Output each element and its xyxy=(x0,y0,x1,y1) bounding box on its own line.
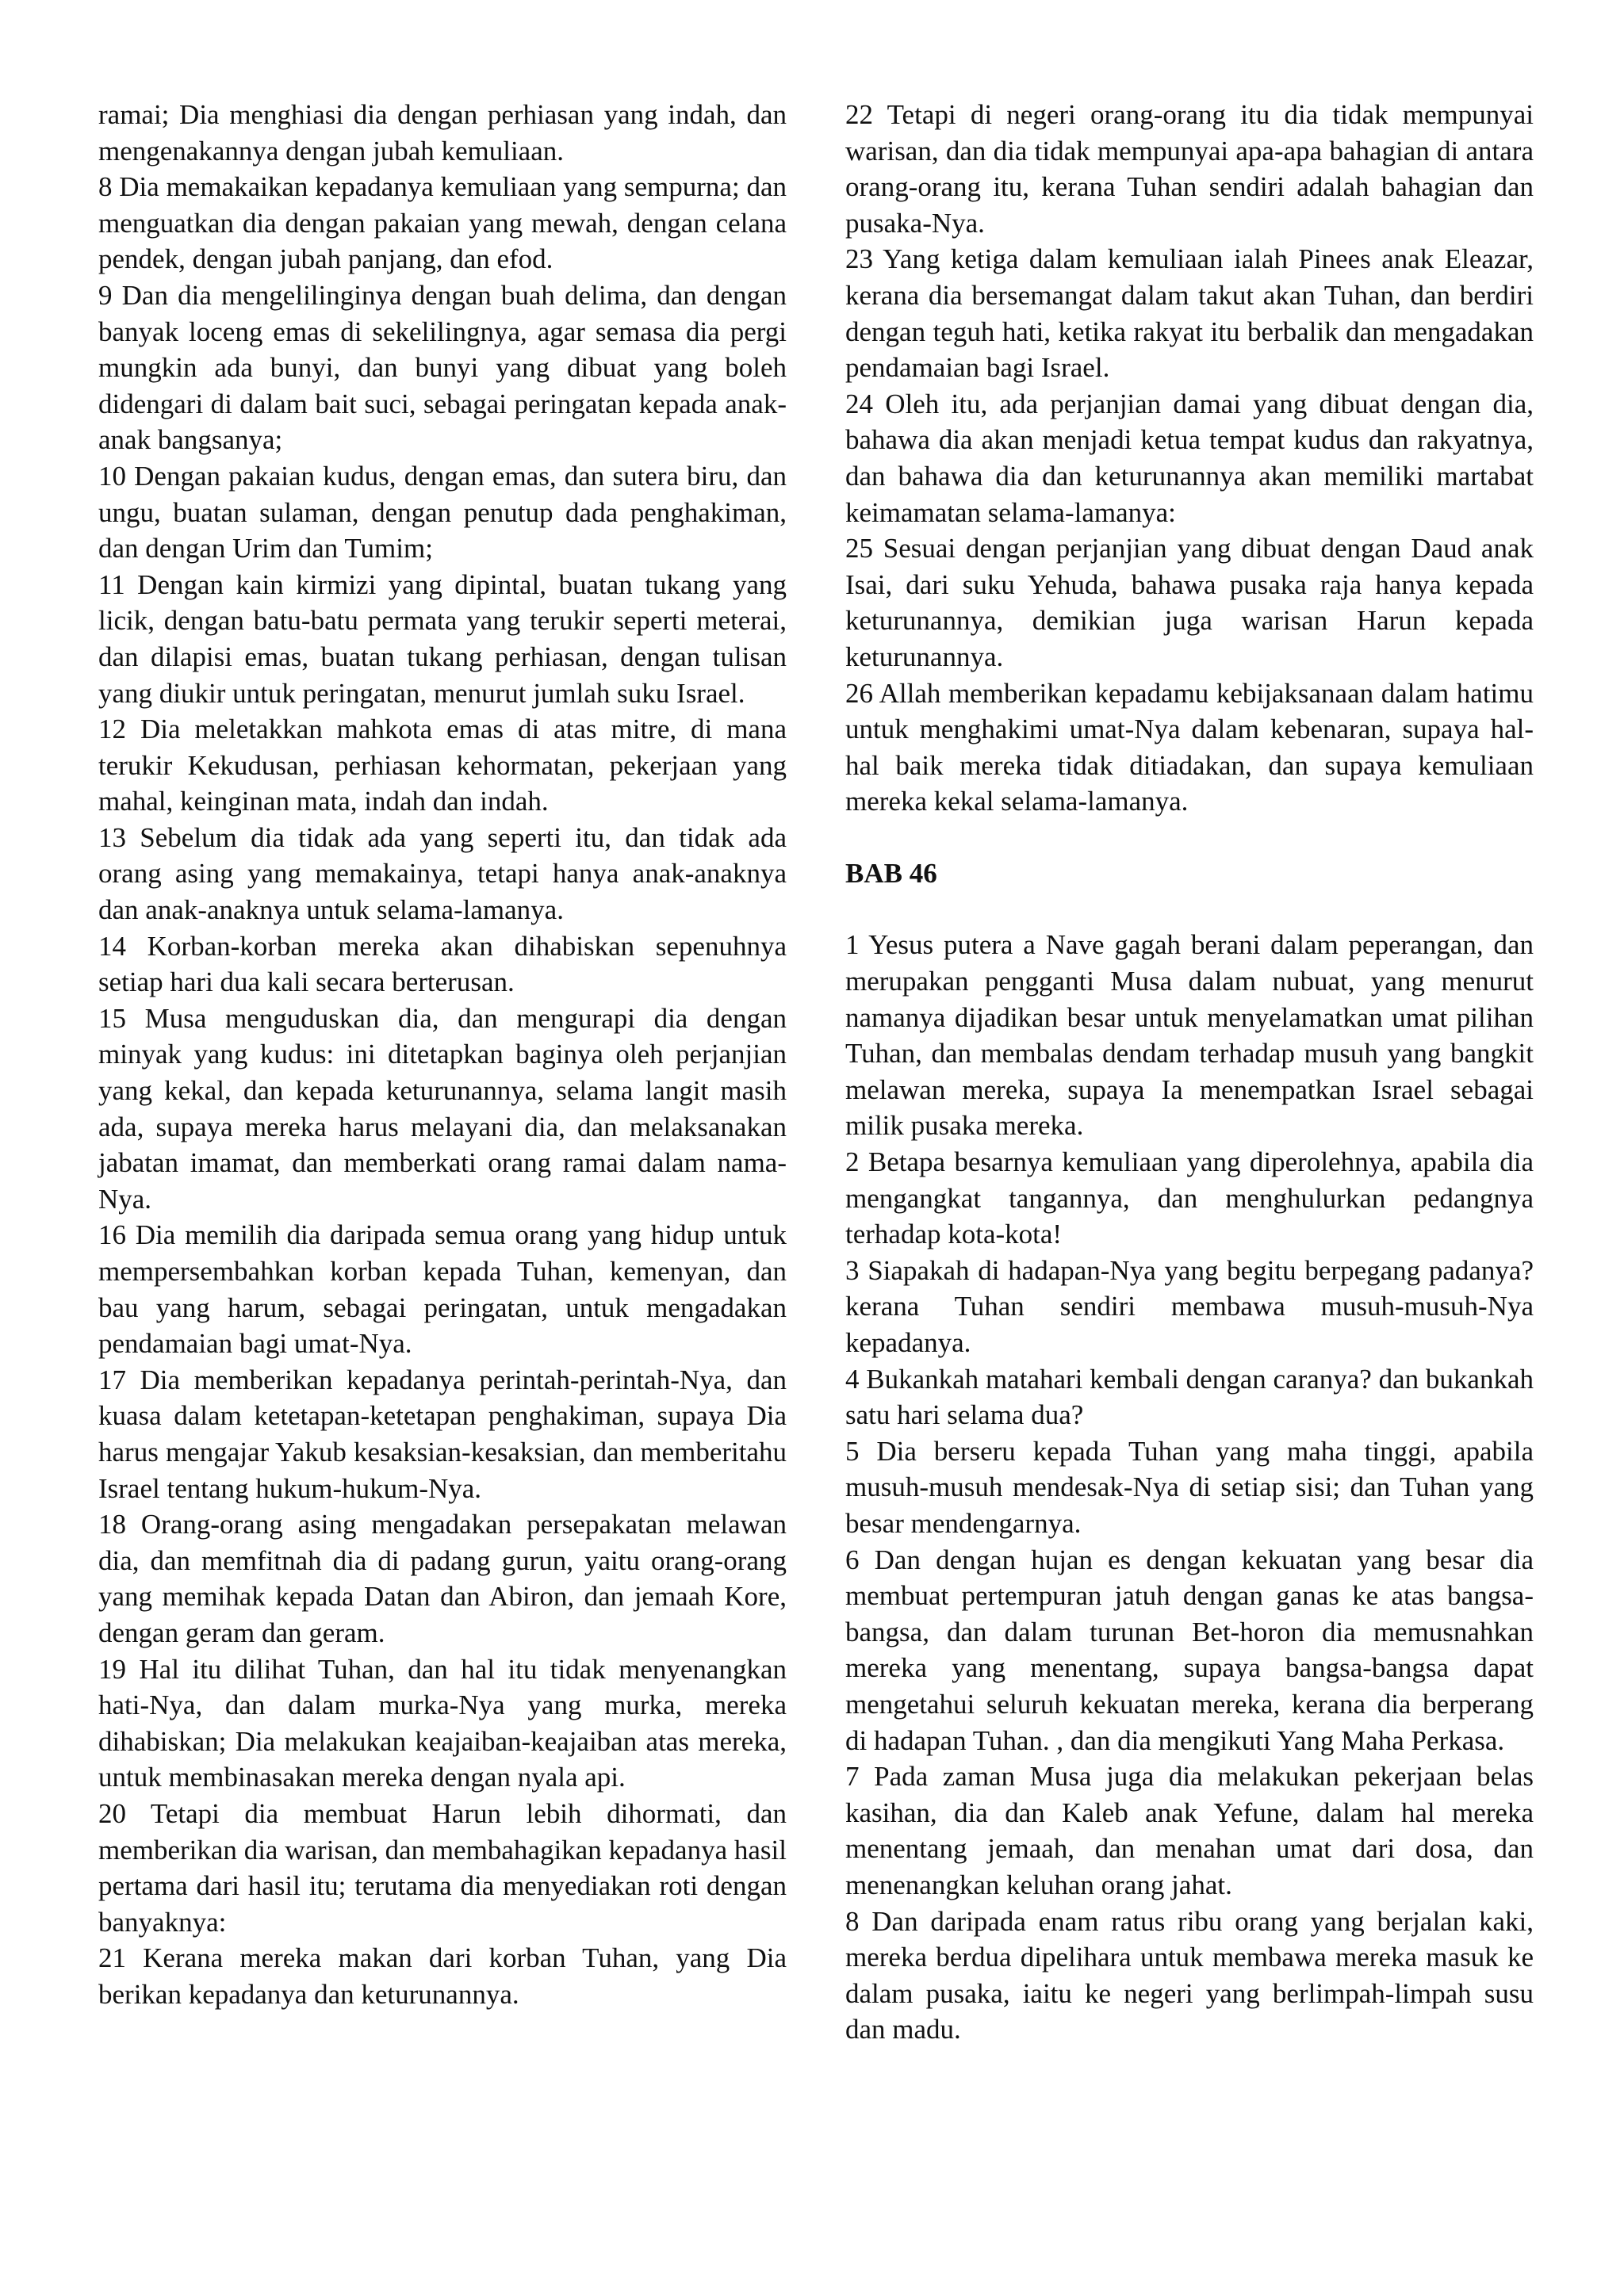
verse-paragraph: 7 Pada zaman Musa juga dia melakukan pekerjaan belas kasihan, dia dan Kaleb anak Yefune, dalam hal mereka menentang jemaah, dan menahan umat dari dosa, dan menenangkan keluhan orang jahat. xyxy=(845,1761,1534,1900)
verse-paragraph: 8 Dan daripada enam ratus ribu orang yang berjalan kaki, mereka berdua dipelihara untuk membawa mereka masuk ke dalam pusaka, iaitu ke negeri yang berlimpah-limpah susu dan madu. xyxy=(845,1905,1534,2045)
chapter-heading: BAB 46 xyxy=(845,857,937,889)
verse-paragraph: 2 Betapa besarnya kemuliaan yang diperolehnya, apabila dia mengangkat tangannya, dan menghulurkan pedangnya terhadap kota-kota! xyxy=(845,1146,1534,1250)
verse-paragraph: 5 Dia berseru kepada Tuhan yang maha tinggi, apabila musuh-musuh mendesak-Nya di setiap sisi; dan Tuhan yang besar mendengarnya. xyxy=(845,1435,1534,1539)
verse-paragraph: 26 Allah memberikan kepadamu kebijaksanaan dalam hatimu untuk menghakimi umat-Nya dalam kebenaran, supaya hal-hal baik mereka tidak ditiadakan, dan supaya kemuliaan mereka kekal selama-lamanya. xyxy=(845,677,1534,817)
verse-paragraph: 9 Dan dia mengelilinginya dengan buah delima, dan dengan banyak loceng emas di sekelilingnya, agar semasa dia pergi mungkin ada bunyi, dan bunyi yang dibuat yang boleh didengari di dalam bait suci, sebagai peringatan kepada anak-anak bangsanya; xyxy=(98,279,787,456)
verse-paragraph: 17 Dia memberikan kepadanya perintah-perintah-Nya, dan kuasa dalam ketetapan-ketetapan penghakiman, supaya Dia harus mengajar Yakub kesaksian-kesaksian, dan memberitahu Israel tentang hukum-hukum-Nya. xyxy=(98,1364,787,1504)
verse-paragraph: 24 Oleh itu, ada perjanjian damai yang dibuat dengan dia, bahawa dia akan menjadi ketua tempat kudus dan rakyatnya, dan bahawa dia dan keturunannya akan memiliki martabat keimamatan selama-lamanya: xyxy=(845,388,1534,528)
verse-paragraph: 11 Dengan kain kirmizi yang dipintal, buatan tukang yang licik, dengan batu-batu permata yang terukir seperti meterai, dan dilapisi emas, buatan tukang perhiasan, dengan tulisan yang diukir untuk peringatan, menurut jumlah suku Israel. xyxy=(98,568,787,709)
verse-paragraph: 4 Bukankah matahari kembali dengan caranya? dan bukankah satu hari selama dua? xyxy=(845,1363,1534,1431)
verse-paragraph: 6 Dan dengan hujan es dengan kekuatan yang besar dia membuat pertempuran jatuh dengan ganas ke atas bangsa-bangsa, dan dalam turunan Bet-horon dia memusnahkan mereka yang menentang, supaya bangsa-bangsa dapat mengetahui seluruh kekuatan mereka, kerana dia berperang di hadapan Tuhan. , dan dia mengikuti Yang Maha Perkasa. xyxy=(845,1544,1534,1756)
verse-paragraph: 8 Dia memakaikan kepadanya kemuliaan yang sempurna; dan menguatkan dia dengan pakaian yang mewah, dengan celana pendek, dengan jubah panjang, dan efod. xyxy=(98,171,787,275)
left-column xyxy=(98,97,787,2012)
verse-paragraph: 21 Kerana mereka makan dari korban Tuhan, yang Dia berikan kepadanya dan keturunannya. xyxy=(98,1942,787,2010)
verse-paragraph: 10 Dengan pakaian kudus, dengan emas, dan sutera biru, dan ungu, buatan sulaman, dengan penutup dada penghakiman, dan dengan Urim dan Tumim; xyxy=(98,460,787,564)
verse-paragraph: 1 Yesus putera a Nave gagah berani dalam peperangan, dan merupakan pengganti Musa dalam nubuat, yang menurut namanya dijadikan besar untuk menyelamatkan umat pilihan Tuhan, dan membalas dendam terhadap musuh yang bangkit melawan mereka, supaya Ia menempatkan Israel sebagai milik pusaka mereka. xyxy=(845,929,1534,1142)
verse-paragraph: 22 Tetapi di negeri orang-orang itu dia tidak mempunyai warisan, dan dia tidak mempunyai apa-apa bahagian di antara orang-orang itu, kerana Tuhan sendiri adalah bahagian dan pusaka-Nya. xyxy=(845,99,1534,239)
verse-paragraph: ramai; Dia menghiasi dia dengan perhiasan yang indah, dan mengenakannya dengan jubah kemuliaan. xyxy=(98,99,787,166)
right-column xyxy=(845,97,1534,2048)
verse-paragraph: 18 Orang-orang asing mengadakan persepakatan melawan dia, dan memfitnah dia di padang gurun, yaitu orang-orang yang memihak kepada Datan dan Abiron, dan jemaah Kore, dengan geram dan geram. xyxy=(98,1509,787,1648)
verse-paragraph: 23 Yang ketiga dalam kemuliaan ialah Pinees anak Eleazar, kerana dia bersemangat dalam takut akan Tuhan, dan berdiri dengan teguh hati, ketika rakyat itu berbalik dan mengadakan pendamaian bagi Israel. xyxy=(845,243,1534,384)
verse-paragraph: 12 Dia meletakkan mahkota emas di atas mitre, di mana terukir Kekudusan, perhiasan kehormatan, pekerjaan yang mahal, keinginan mata, indah dan indah. xyxy=(98,714,787,817)
verse-paragraph: 15 Musa menguduskan dia, dan mengurapi dia dengan minyak yang kudus: ini ditetapkan baginya oleh perjanjian yang kekal, dan kepada keturunannya, selama langit masih ada, supaya mereka harus melayani dia, dan melaksanakan jabatan imamat, dan memberkati orang ramai dalam nama-Nya. xyxy=(98,1002,787,1215)
verse-paragraph: 14 Korban-korban mereka akan dihabiskan sepenuhnya setiap hari dua kali secara berterusan. xyxy=(98,930,787,998)
verse-paragraph: 13 Sebelum dia tidak ada yang seperti itu, dan tidak ada orang asing yang memakainya, tetapi hanya anak-anaknya dan anak-anaknya untuk selama-lamanya. xyxy=(98,821,787,926)
verse-paragraph: 19 Hal itu dilihat Tuhan, dan hal itu tidak menyenangkan hati-Nya, dan dalam murka-Nya yang murka, mereka dihabiskan; Dia melakukan keajaiban-keajaiban atas mereka, untuk membinasakan mereka dengan nyala api. xyxy=(98,1653,787,1793)
verse-paragraph: 20 Tetapi dia membuat Harun lebih dihormati, dan memberikan dia warisan, dan membahagikan kepadanya hasil pertama dari hasil itu; terutama dia menyediakan roti dengan banyaknya: xyxy=(98,1797,787,1938)
verse-paragraph: 3 Siapakah di hadapan-Nya yang begitu berpegang padanya? kerana Tuhan sendiri membawa musuh-musuh-Nya kepadanya. xyxy=(845,1254,1534,1358)
verse-paragraph: 25 Sesuai dengan perjanjian yang dibuat dengan Daud anak Isai, dari suku Yehuda, bahawa pusaka raja hanya kepada keturunannya, demikian juga warisan Harun kepada keturunannya. xyxy=(845,533,1534,672)
verse-paragraph: 16 Dia memilih dia daripada semua orang yang hidup untuk mempersembahkan korban kepada Tuhan, kemenyan, dan bau yang harum, sebagai peringatan, untuk mengadakan pendamaian bagi umat-Nya. xyxy=(98,1219,787,1360)
